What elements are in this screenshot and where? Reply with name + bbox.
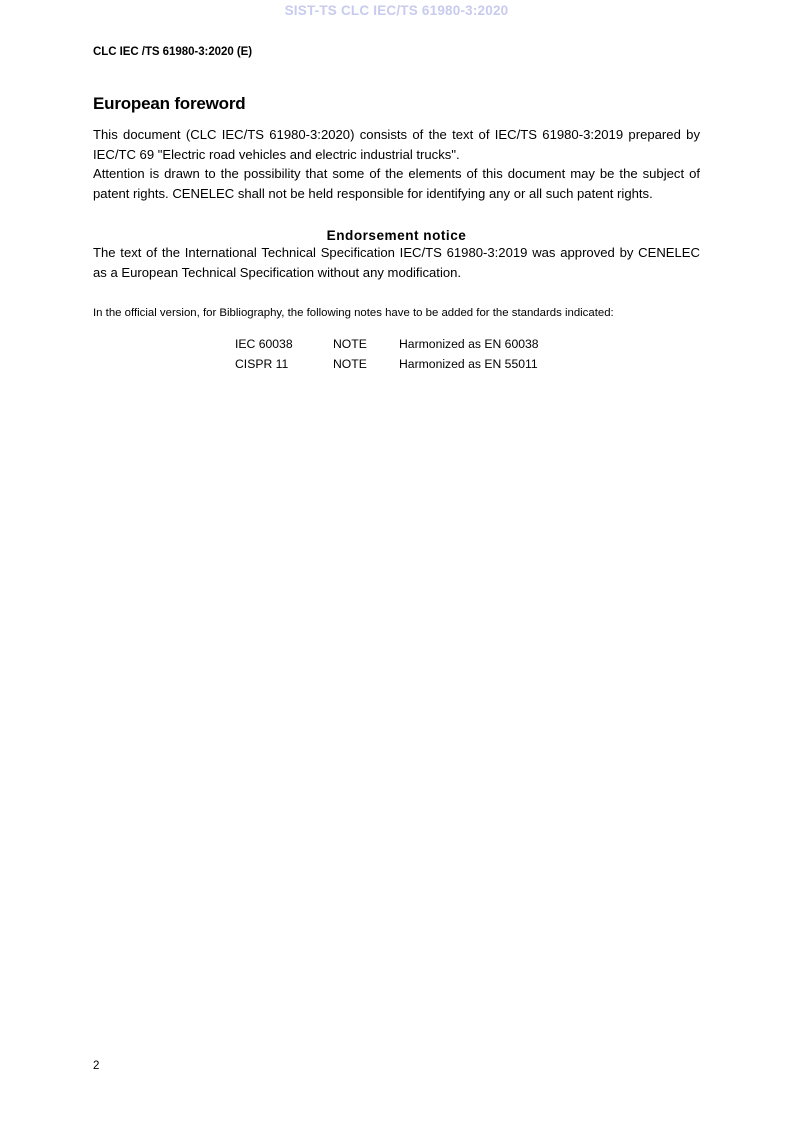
table-row bbox=[235, 356, 539, 376]
watermark-header: SIST-TS CLC IEC/TS 61980-3:2020 bbox=[284, 3, 509, 18]
cell-standard: IEC 60038 bbox=[235, 336, 293, 351]
page-title: European foreword bbox=[93, 94, 246, 113]
table-body bbox=[235, 336, 539, 376]
paragraph-bibliography-note: In the official version, for Bibliography, the following notes have to be added for the standards indicated: bbox=[93, 307, 614, 320]
paragraph-patent-rights: Attention is drawn to the possibility that some of the elements of this document may be the subject of patent rights. CENELEC shall not be held responsible for identifying any or all such patent rights. bbox=[93, 166, 700, 201]
cell-description: Harmonized as EN 60038 bbox=[399, 336, 539, 351]
cell-note-label: NOTE bbox=[333, 356, 367, 371]
cell-description: Harmonized as EN 55011 bbox=[399, 356, 538, 371]
paragraph-endorsement: The text of the International Technical Specification IEC/TS 61980-3:2019 was approved by CENELEC as a European Technical Specification without any modification. bbox=[93, 245, 700, 280]
cell-standard: CISPR 11 bbox=[235, 356, 289, 371]
harmonized-standards-table bbox=[235, 336, 539, 376]
paragraph-introduction: This document (CLC IEC/TS 61980-3:2020) consists of the text of IEC/TS 61980-3:2019 prepared by IEC/TC 69 "Electric road vehicles and electric industrial trucks". bbox=[93, 127, 700, 162]
document-reference: CLC IEC /TS 61980-3:2020 (E) bbox=[93, 46, 253, 58]
table-row bbox=[235, 336, 539, 356]
page-number: 2 bbox=[93, 1060, 100, 1072]
cell-note-label: NOTE bbox=[333, 336, 367, 351]
endorsement-notice-heading: Endorsement notice bbox=[326, 228, 467, 244]
page-content bbox=[93, 0, 700, 376]
